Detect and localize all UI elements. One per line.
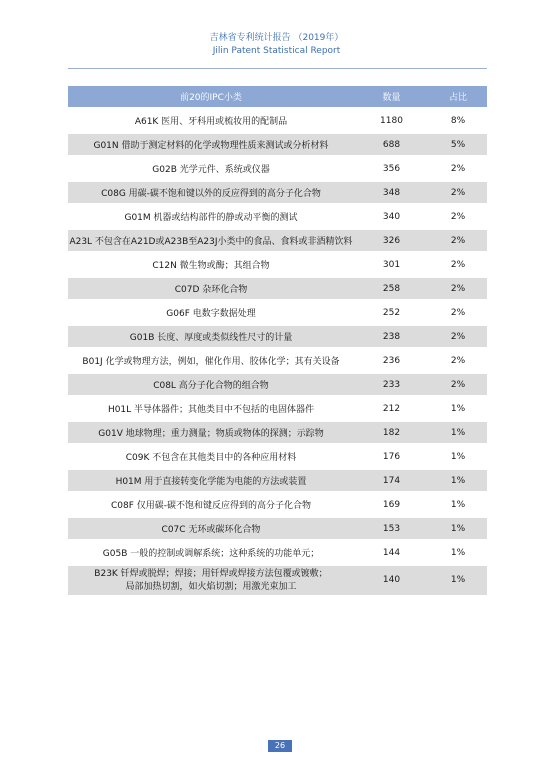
table-cell-count: 169 bbox=[354, 491, 429, 515]
table-cell-count: 258 bbox=[354, 275, 429, 299]
table-cell-name: C08G 用碳-碳不饱和键以外的反应得到的高分子化合物 bbox=[68, 179, 354, 203]
table-cell-ratio: 1% bbox=[429, 443, 487, 467]
table-cell-name: B01J 化学或物理方法，例如，催化作用、胶体化学；其有关设备 bbox=[68, 347, 354, 371]
table-cell-ratio: 2% bbox=[429, 251, 487, 275]
table-cell-name-line: B23K 钎焊或脱焊；焊接；用钎焊或焊接方法包覆或镀敷； bbox=[94, 568, 328, 579]
table-cell-name: C07C 无环或碳环化合物 bbox=[68, 515, 354, 539]
table-cell-ratio: 1% bbox=[429, 491, 487, 515]
table-cell-ratio: 2% bbox=[429, 275, 487, 299]
table-cell-count: 238 bbox=[354, 323, 429, 347]
table-row bbox=[68, 251, 487, 275]
table-cell-count: 140 bbox=[354, 563, 429, 595]
table-cell-name: A23L 不包含在A21D或A23B至A23J小类中的食品、食料或非酒精饮料 bbox=[68, 227, 354, 251]
table-cell-ratio: 2% bbox=[429, 371, 487, 395]
table-cell-name: G02B 光学元件、系统或仪器 bbox=[68, 155, 354, 179]
table-row bbox=[68, 131, 487, 155]
table-row bbox=[68, 227, 487, 251]
report-title-cn: 吉林省专利统计报告 （2019年） bbox=[209, 33, 344, 43]
table-cell-name: C08F 仅用碳-碳不饱和键反应得到的高分子化合物 bbox=[68, 491, 354, 515]
table-cell-name: A61K 医用、牙科用或梳妆用的配制品 bbox=[68, 107, 354, 131]
table-cell-count: 174 bbox=[354, 467, 429, 491]
table-cell-count: 153 bbox=[354, 515, 429, 539]
table-row bbox=[68, 443, 487, 467]
page-number: 26 bbox=[268, 740, 292, 752]
table-cell-name: C08L 高分子化合物的组合物 bbox=[68, 371, 354, 395]
table-cell-ratio: 1% bbox=[429, 395, 487, 419]
table-cell-count: 356 bbox=[354, 155, 429, 179]
table-cell-name-line: 局部加热切割，如火焰切割；用激光束加工 bbox=[125, 581, 297, 592]
table-cell-count: 1180 bbox=[354, 107, 429, 131]
table-cell-name: G01V 地球物理；重力测量；物质或物体的探测；示踪物 bbox=[68, 419, 354, 443]
table-cell-ratio: 1% bbox=[429, 515, 487, 539]
table-row bbox=[68, 419, 487, 443]
table-row bbox=[68, 371, 487, 395]
column-header-count: 数量 bbox=[354, 86, 429, 107]
table-row bbox=[68, 467, 487, 491]
table-cell-name: G01N 借助于测定材料的化学或物理性质来测试或分析材料 bbox=[68, 131, 354, 155]
table-cell-count: 340 bbox=[354, 203, 429, 227]
table-cell-ratio: 1% bbox=[429, 419, 487, 443]
table-header-row bbox=[68, 86, 487, 107]
table-body bbox=[68, 107, 487, 595]
table-cell-count: 252 bbox=[354, 299, 429, 323]
table-cell-ratio: 2% bbox=[429, 227, 487, 251]
table-row bbox=[68, 155, 487, 179]
table-row bbox=[68, 107, 487, 131]
table-cell-name: G01B 长度、厚度或类似线性尺寸的计量 bbox=[68, 323, 354, 347]
table-cell-ratio: 2% bbox=[429, 203, 487, 227]
table-cell-name bbox=[68, 563, 354, 595]
table-cell-ratio: 8% bbox=[429, 107, 487, 131]
table-cell-name: G05B 一般的控制或调解系统；这种系统的功能单元； bbox=[68, 539, 354, 563]
table-cell-name: G06F 电数字数据处理 bbox=[68, 299, 354, 323]
table-cell-count: 176 bbox=[354, 443, 429, 467]
table-cell-ratio: 5% bbox=[429, 131, 487, 155]
table-cell-ratio: 2% bbox=[429, 179, 487, 203]
table-row bbox=[68, 515, 487, 539]
table-cell-count: 212 bbox=[354, 395, 429, 419]
table-row bbox=[68, 539, 487, 563]
table-row bbox=[68, 395, 487, 419]
table-cell-name: G01M 机器或结构部件的静或动平衡的测试 bbox=[68, 203, 354, 227]
ipc-table bbox=[68, 86, 487, 595]
table-cell-count: 348 bbox=[354, 179, 429, 203]
table-row bbox=[68, 179, 487, 203]
table-cell-count: 326 bbox=[354, 227, 429, 251]
column-header-ratio: 占比 bbox=[429, 86, 487, 107]
header-divider bbox=[68, 68, 487, 69]
table-row bbox=[68, 563, 487, 595]
table-cell-ratio: 2% bbox=[429, 323, 487, 347]
table-cell-count: 236 bbox=[354, 347, 429, 371]
table-cell-count: 688 bbox=[354, 131, 429, 155]
table-cell-name: C07D 杂环化合物 bbox=[68, 275, 354, 299]
table-cell-count: 233 bbox=[354, 371, 429, 395]
table-cell-count: 301 bbox=[354, 251, 429, 275]
report-title-en: Jilin Patent Statistical Report bbox=[212, 46, 341, 56]
table-row bbox=[68, 347, 487, 371]
table-cell-name: H01L 半导体器件；其他类目中不包括的电固体器件 bbox=[68, 395, 354, 419]
table-cell-count: 182 bbox=[354, 419, 429, 443]
table-cell-name: H01M 用于直接转变化学能为电能的方法或装置 bbox=[68, 467, 354, 491]
table-row bbox=[68, 491, 487, 515]
table-cell-ratio: 1% bbox=[429, 539, 487, 563]
table-cell-ratio: 2% bbox=[429, 347, 487, 371]
page-header bbox=[0, 32, 553, 58]
table-cell-ratio: 2% bbox=[429, 299, 487, 323]
table-cell-count: 144 bbox=[354, 539, 429, 563]
table-cell-name: C09K 不包含在其他类目中的各种应用材料 bbox=[68, 443, 354, 467]
table-row bbox=[68, 299, 487, 323]
table-row bbox=[68, 323, 487, 347]
table-row bbox=[68, 203, 487, 227]
table-row bbox=[68, 275, 487, 299]
table-cell-ratio: 1% bbox=[429, 563, 487, 595]
table-cell-ratio: 2% bbox=[429, 155, 487, 179]
table-cell-name: C12N 微生物或酶；其组合物 bbox=[68, 251, 354, 275]
table-cell-ratio: 1% bbox=[429, 467, 487, 491]
column-header-ipc: 前20的IPC小类 bbox=[68, 86, 354, 107]
